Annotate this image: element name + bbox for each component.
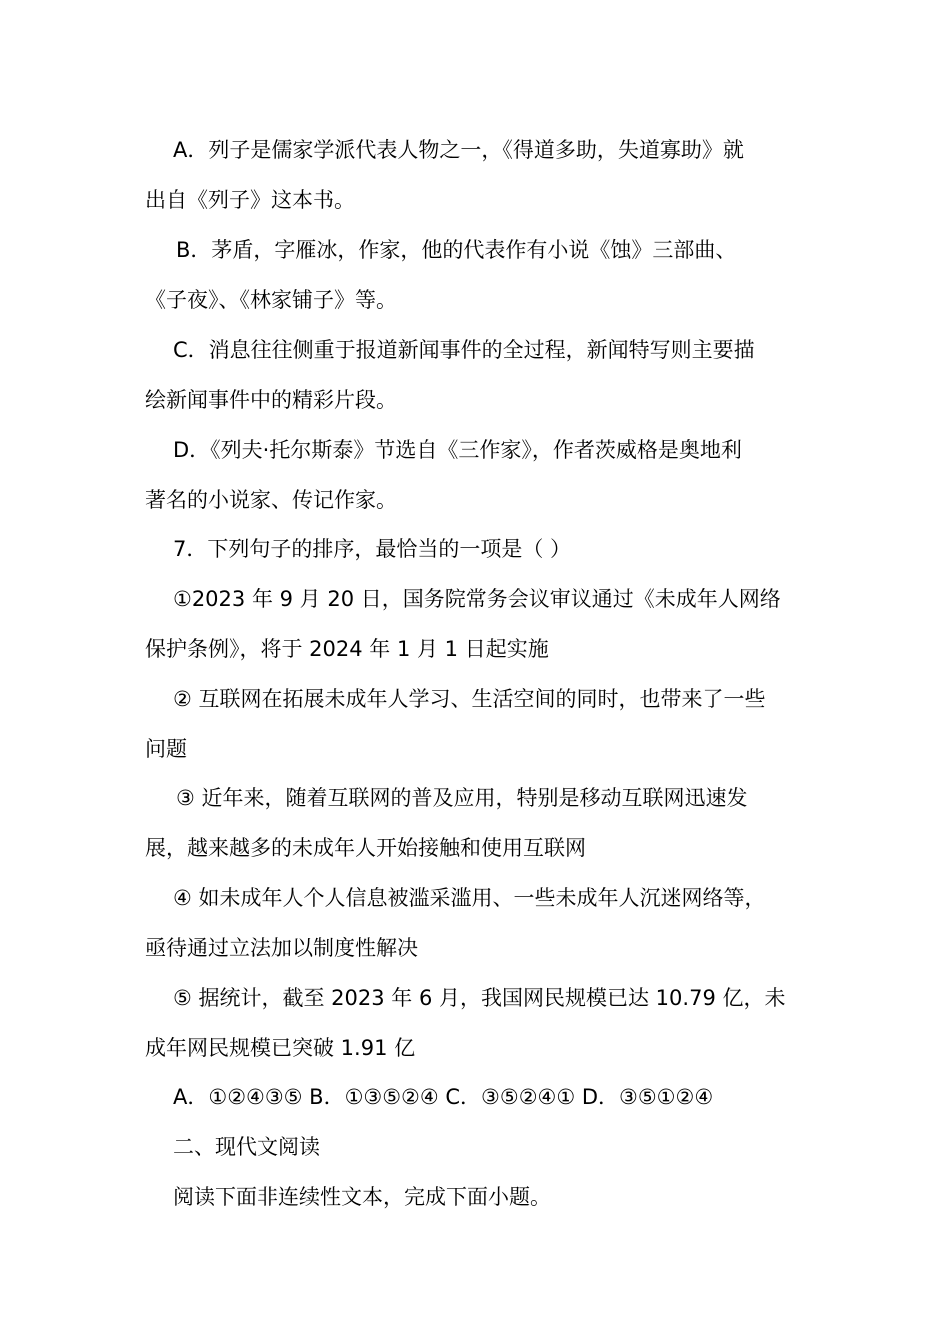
question-7-stem: 7．下列句子的排序，最恰当的一项是（ ） [173, 537, 572, 561]
option-c-line-2: 绘新闻事件中的精彩片段。 [145, 388, 397, 412]
option-d-line-2: 著名的小说家、传记作家。 [145, 488, 397, 512]
sentence-2-line-1: ② 互联网在拓展未成年人学习、生活空间的同时，也带来了一些 [173, 687, 766, 711]
option-c-line-1: C．消息往往侧重于报道新闻事件的全过程，新闻特写则主要描 [173, 338, 755, 362]
sentence-1-line-2: 保护条例》，将于 2024 年 1 月 1 日起实施 [145, 637, 549, 661]
question-7-choices: A．①②④③⑤ B．①③⑤②④ C．③⑤②④① D．③⑤①②④ [173, 1085, 714, 1109]
option-b-line-2: 《子夜》、《林家铺子》等。 [145, 288, 397, 312]
sentence-1-line-1: ①2023 年 9 月 20 日，国务院常务会议审议通过《未成年人网络 [173, 587, 781, 611]
option-a-line-2: 出自《列子》这本书。 [145, 188, 355, 212]
section-2-heading: 二、现代文阅读 [173, 1135, 320, 1159]
sentence-3-line-1: ③ 近年来，随着互联网的普及应用，特别是移动互联网迅速发 [176, 786, 748, 810]
sentence-4-line-1: ④ 如未成年人个人信息被滥采滥用、一些未成年人沉迷网络等， [173, 886, 766, 910]
option-b-line-1: B．茅盾，字雁冰，作家，他的代表作有小说《蚀》三部曲、 [176, 238, 737, 262]
sentence-5-line-2: 成年网民规模已突破 1.91 亿 [145, 1036, 416, 1060]
option-a-line-1: A．列子是儒家学派代表人物之一，《得道多助，失道寡助》就 [173, 138, 744, 162]
sentence-4-line-2: 亟待通过立法加以制度性解决 [145, 936, 418, 960]
sentence-3-line-2: 展，越来越多的未成年人开始接触和使用互联网 [145, 836, 586, 860]
sentence-2-line-2: 问题 [145, 737, 187, 761]
reading-instruction: 阅读下面非连续性文本，完成下面小题。 [173, 1185, 551, 1209]
sentence-5-line-1: ⑤ 据统计，截至 2023 年 6 月，我国网民规模已达 10.79 亿，未 [173, 986, 786, 1010]
option-d-line-1: D．《列夫·托尔斯泰》节选自《三作家》，作者茨威格是奥地利 [173, 438, 742, 462]
